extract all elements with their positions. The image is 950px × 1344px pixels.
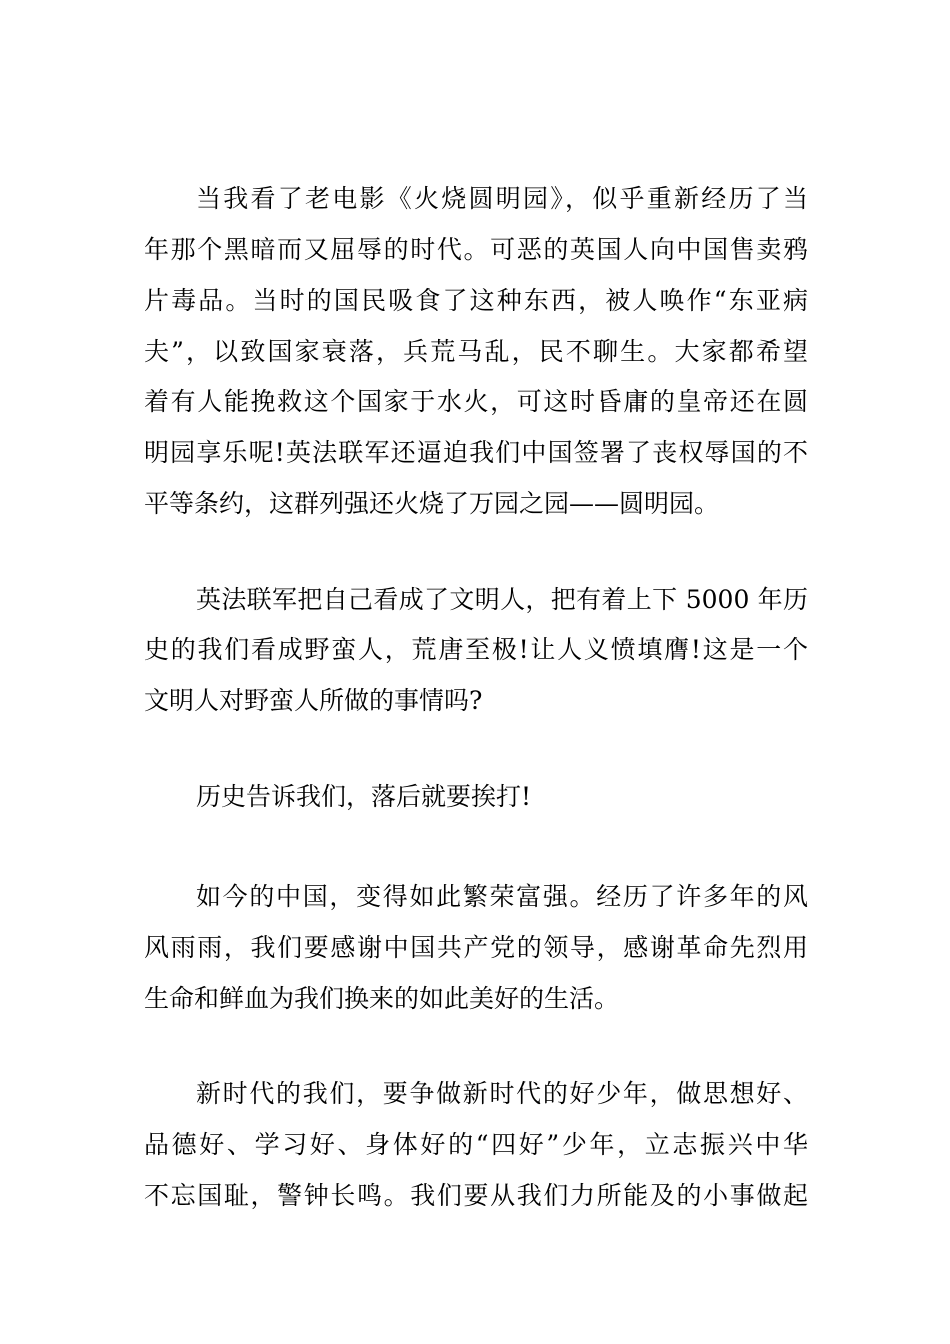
paragraph-2-line-2: 史的我们看成野蛮人，荒唐至极!让人义愤填膺!这是一个 — [144, 635, 808, 664]
paragraph-5-line-2: 品德好、学习好、身体好的“四好”少年，立志振兴中华 — [144, 1130, 808, 1159]
paragraph-2-line-1: 英法联军把自己看成了文明人，把有着上下 5000 年历 — [196, 585, 808, 614]
paragraph-5-line-3: 不忘国耻，警钟长鸣。我们要从我们力所能及的小事做起 — [144, 1181, 808, 1210]
paragraph-5-line-1: 新时代的我们，要争做新时代的好少年，做思想好、 — [196, 1079, 808, 1108]
paragraph-1-line-1: 当我看了老电影《火烧圆明园》，似乎重新经历了当 — [196, 184, 808, 213]
paragraph-4-line-2: 风雨雨，我们要感谢中国共产党的领导，感谢革命先烈用 — [144, 933, 808, 962]
paragraph-1-line-7: 平等条约，这群列强还火烧了万园之园——圆明园。 — [144, 489, 720, 518]
paragraph-4-line-1: 如今的中国，变得如此繁荣富强。经历了许多年的风 — [196, 882, 808, 911]
paragraph-1-line-6: 明园享乐呢!英法联军还逼迫我们中国签署了丧权辱国的不 — [144, 438, 808, 467]
paragraph-2-line-3: 文明人对野蛮人所做的事情吗? — [144, 686, 483, 715]
paragraph-1-line-5: 着有人能挽救这个国家于水火，可这时昏庸的皇帝还在圆 — [144, 387, 808, 416]
paragraph-1-line-4: 夫”，以致国家衰落，兵荒马乱，民不聊生。大家都希望 — [144, 337, 808, 366]
paragraph-3-line-1: 历史告诉我们，落后就要挨打! — [196, 782, 532, 811]
paragraph-1-line-3: 片毒品。当时的国民吸食了这种东西，被人唤作“东亚病 — [144, 286, 808, 315]
paragraph-4-line-3: 生命和鲜血为我们换来的如此美好的生活。 — [144, 984, 620, 1013]
paragraph-1-line-2: 年那个黑暗而又屈辱的时代。可恶的英国人向中国售卖鸦 — [144, 235, 808, 264]
